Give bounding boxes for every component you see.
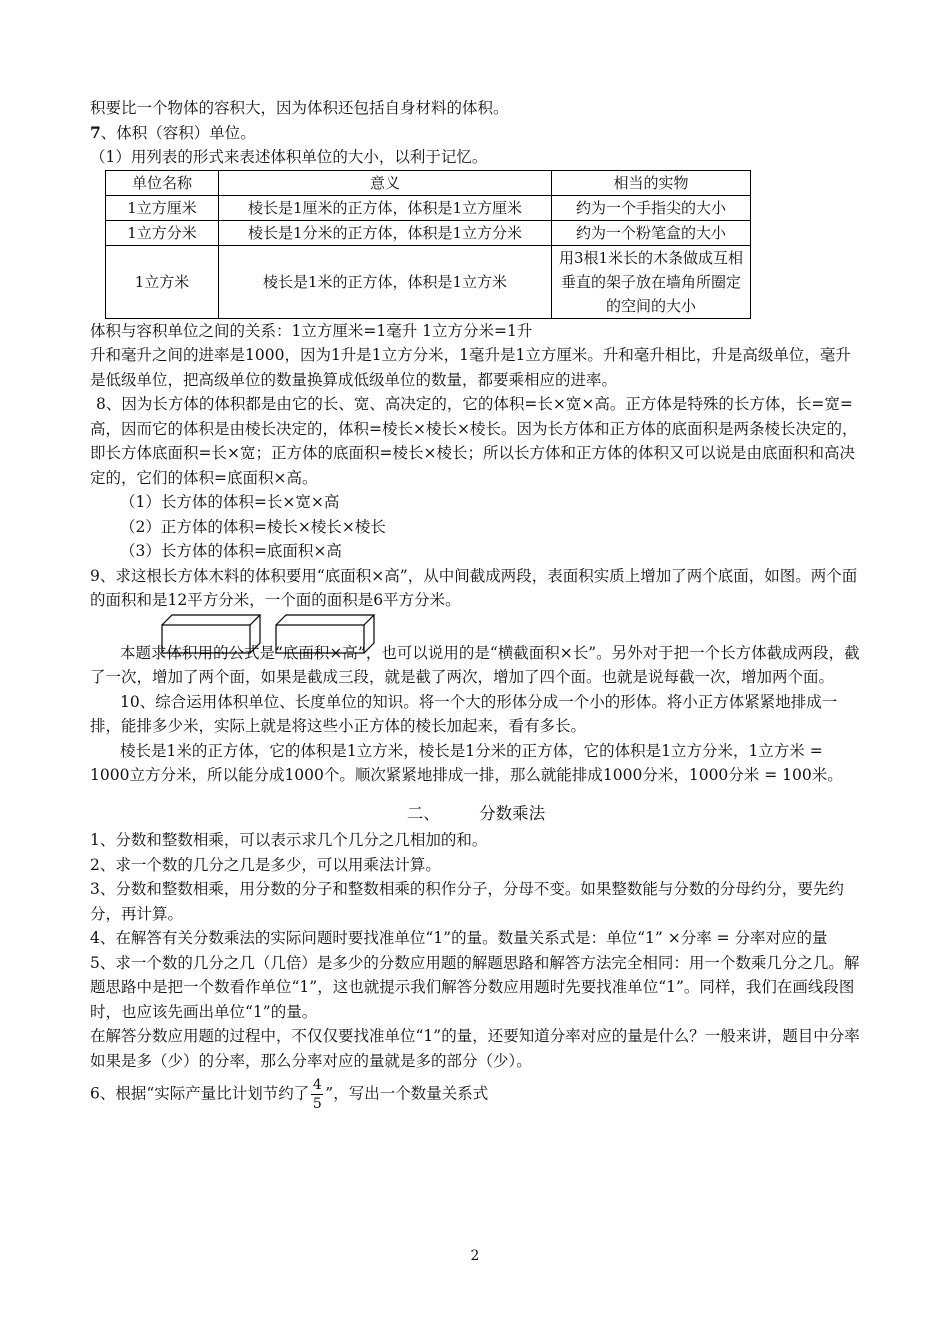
units-table — [105, 170, 751, 319]
list-item: 2、求一个数的几分之几是多少，可以用乘法计算。 — [90, 855, 441, 874]
fraction-bar — [311, 1094, 323, 1095]
heading-text: 、体积（容积）单位。 — [100, 123, 256, 142]
heading-7 — [90, 121, 862, 146]
paragraph: 棱长是1米的正方体，它的体积是1立方米，棱长是1分米的正方体，它的体积是1立方分米，1立方米 = 1000立方分米，所以能分成1000个。顺次紧紧地排成一排，那么就能排成1000分米，1000分米 = 100米。 — [90, 741, 843, 784]
paragraph: 本题求体积用的公式是“底面积×高”，也可以说用的是“横截面积×长”。另外对于把一个长方体截成两段，截了一次，增加了两个面，如果是截成三段，就是截了两次，增加了四个面。也就是说每截一次，增加两个面。 — [90, 643, 860, 686]
cuboid-front-face — [162, 625, 250, 653]
table-row — [106, 220, 751, 245]
paragraph: 9、求这根长方体木料的体积要用“底面积×高”，从中间截成两段，表面积实质上增加了两个底面，如图。两个面的面积和是12平方分米，一个面的面积是6平方分米。 — [90, 566, 858, 609]
paragraph: 积要比一个物体的容积大，因为体积还包括自身材料的体积。 — [90, 99, 509, 117]
list-item — [90, 1077, 862, 1112]
table-cell: 约为一个手指尖的大小 — [552, 195, 751, 220]
formula-item: （2）正方体的体积=棱长×棱长×棱长 — [120, 517, 386, 536]
paragraph: 10、综合运用体积单位、长度单位的知识。将一个大的形体分成一个小的形体。将小正方体紧紧地排成一排，能排多少米，实际上就是将这些小正方体的棱长加起来，看有多长。 — [90, 692, 838, 735]
table-cell: 1立方分米 — [106, 220, 219, 245]
formula-item: （1）长方体的体积=长×宽×高 — [120, 493, 340, 511]
section-title: 分数乘法 — [479, 803, 546, 823]
cuboid-top-face — [162, 615, 260, 625]
item-text: 6、根据“实际产量比计划节约了 — [90, 1084, 310, 1103]
fraction-denominator: 5 — [312, 1096, 322, 1112]
section-number: 二、 — [406, 803, 440, 823]
formula-item: （3）长方体的体积=底面积×高 — [120, 542, 342, 560]
table-cell: 1立方厘米 — [106, 195, 219, 220]
table-row — [106, 195, 751, 220]
page-number: 2 — [470, 1248, 480, 1264]
paragraph: 升和毫升之间的进率是1000，因为1升是1立方分米，1毫升是1立方厘米。升和毫升相比，升是高级单位，毫升是低级单位，把高级单位的数量换算成低级单位的数量，都要乘相应的进率。 — [90, 346, 851, 389]
section-heading — [90, 802, 862, 827]
paragraph: 在解答分数应用题的过程中，不仅仅要找准单位“1”的量，还要知道分率对应的量是什么？一般来讲，题目中分率如果是多（少）的分率，那么分率对应的量就是多的部分（少）。 — [90, 1027, 860, 1070]
table-header: 相当的实物 — [552, 170, 751, 195]
cuboid-figure — [90, 613, 862, 653]
cut-cuboids-illustration — [158, 613, 478, 657]
table-header: 意义 — [219, 170, 552, 195]
table-cell: 用3根1米长的木条做成互相垂直的架子放在墙角所圈定的空间的大小 — [552, 245, 751, 318]
table-cell: 棱长是1米的正方体，体积是1立方米 — [219, 245, 552, 318]
list-item: 4、在解答有关分数乘法的实际问题时要找准单位“1”的量。数量关系式是：单位“1” ×分率 = 分率对应的量 — [90, 929, 828, 947]
table-cell: 棱长是1分米的正方体，体积是1立方分米 — [219, 220, 552, 245]
fraction — [311, 1077, 323, 1112]
table-row — [106, 245, 751, 318]
heading-number: 7 — [90, 122, 101, 142]
cuboid-top-face — [276, 615, 374, 625]
list-item: 5、求一个数的几分之几（几倍）是多少的分数应用题的解题思路和解答方法完全相同：用一个数乘几分之几。解题思路中是把一个数看作单位“1”，这也就提示我们解答分数应用题时先要找准单位“1”。同样，我们在画线段图时，也应该先画出单位“1”的量。 — [90, 953, 860, 1021]
table-header-row — [106, 170, 751, 195]
list-item: 1、分数和整数相乘，可以表示求几个几分之几相加的和。 — [90, 831, 488, 849]
table-cell: 棱长是1厘米的正方体，体积是1立方厘米 — [219, 195, 552, 220]
table-cell: 约为一个粉笔盒的大小 — [552, 220, 751, 245]
table-cell: 1立方米 — [106, 245, 219, 318]
fraction-numerator: 4 — [312, 1077, 322, 1093]
document-page — [90, 96, 862, 1112]
paragraph: （1）用列表的形式来表述体积单位的大小，以利于记忆。 — [90, 148, 488, 166]
paragraph: 体积与容积单位之间的关系：1立方厘米=1毫升 1立方分米=1升 — [90, 321, 533, 340]
list-item: 3、分数和整数相乘，用分数的分子和整数相乘的积作分子，分母不变。如果整数能与分数的分母约分，要先约分，再计算。 — [90, 880, 844, 923]
table-header: 单位名称 — [106, 170, 219, 195]
cuboid-front-face — [276, 625, 364, 653]
item-text: ”，写出一个数量关系式 — [325, 1084, 489, 1103]
paragraph: 8、因为长方体的体积都是由它的长、宽、高决定的，它的体积=长×宽×高。正方体是特殊的长方体，长=宽=高，因而它的体积是由棱长决定的，体积=棱长×棱长×棱长。因为长方体和正方体的底面积是两条棱长决定的，即长方体底面积=长×宽；正方体的底面积=棱长×棱长；所以长方体和正方体的体积又可以说是由底面积和高决定的，它们的体积=底面积×高。 — [90, 395, 858, 487]
